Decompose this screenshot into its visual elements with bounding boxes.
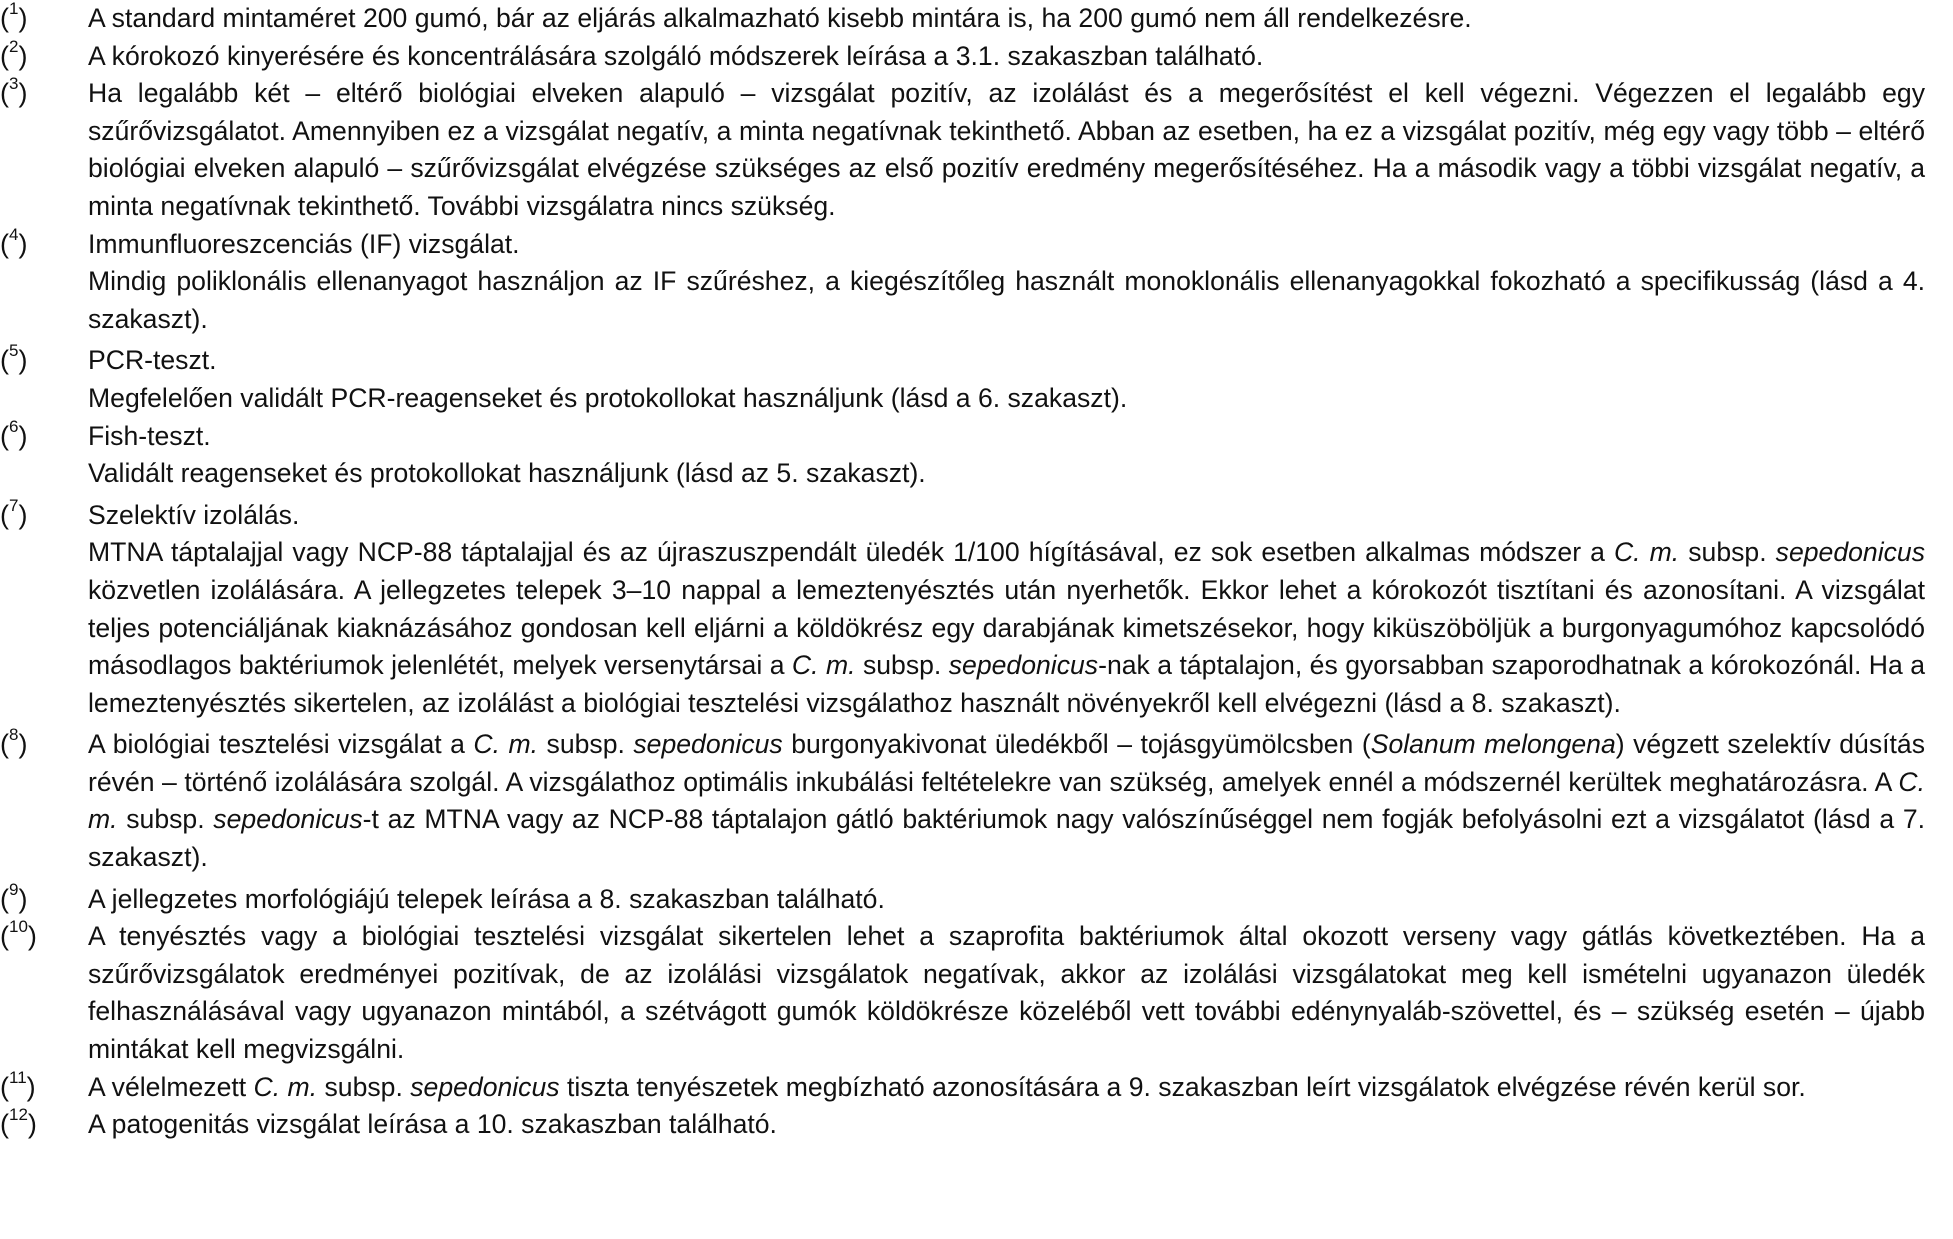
text-run: MTNA táptalajjal vagy NCP-88 táptalajjal és az újraszuszpendált üledék 1/100 hígításával, ez sok esetben alkalmas módszer a [88,537,1614,568]
italic-taxon-text: Solanum melongena [1370,729,1616,760]
footnote-number: 4 [9,224,19,244]
footnote-number: 7 [9,495,19,515]
text-run: Immunfluoreszcenciás (IF) vizsgálat. [88,228,520,259]
footnote-12 [0,1106,1953,1144]
italic-taxon-text: C. m. [253,1071,318,1102]
italic-taxon-text: C. m. [88,766,1926,835]
footnote-paragraph [88,0,1925,38]
footnote-paragraph [88,1069,1925,1107]
footnote-paragraph [88,342,1925,380]
footnote-4 [0,226,1953,339]
footnote-text [88,418,1925,493]
footnote-3 [0,75,1953,225]
footnote-number: 9 [9,879,19,899]
text-run: A patogenitás vizsgálat leírása a 10. szakaszban található. [88,1109,777,1140]
text-run: -t az MTNA vagy az NCP-88 táptalajon gátló baktériumok nagy valószínűséggel nem fogják befolyásolni ezt a vizsgálatot (lásd a 7. szakaszt). [88,804,1926,873]
footnote-marker: ($^9$) [0,879,28,914]
footnote-marker: ($^7$) [0,495,28,530]
footnote-7 [0,497,1953,723]
footnote-marker: ($^4$) [0,224,28,259]
footnote-6 [0,418,1953,493]
text-run: PCR-teszt. [88,345,217,376]
footnote-number: 6 [9,416,19,436]
footnote-marker: ($^2$) [0,36,28,71]
italic-taxon-text: sepedonicus [948,650,1099,681]
italic-taxon-text: sepedonicus [633,729,783,760]
footnote-number: 2 [9,36,19,56]
footnote-text [88,726,1925,876]
footnote-number: 10 [9,917,28,937]
footnote-5 [0,342,1953,417]
footnote-text [88,497,1925,723]
footnote-paragraph [88,918,1925,1068]
italic-taxon-text: C. m. [791,650,856,681]
italic-taxon-text: sepedonicus [1775,537,1926,568]
footnote-marker: ($^3$) [0,74,28,109]
footnote-paragraph [88,75,1925,225]
footnote-marker: ($^6$) [0,416,28,451]
footnote-paragraph [88,726,1925,876]
text-run: subsp. [855,650,949,681]
text-run: subsp. [1679,537,1776,568]
footnote-1 [0,0,1953,38]
footnote-paragraph [88,881,1925,919]
footnote-paragraph [88,226,1925,264]
footnote-marker: ($^{12}$) [0,1105,37,1140]
footnote-marker: ($^1$) [0,0,28,33]
text-run: Mindig poliklonális ellenanyagot használjon az IF szűréshez, a kiegészítőleg használt monoklonális ellenanyagokkal fokozható a specifikusság (lásd a 4. szakaszt). [88,266,1926,334]
italic-taxon-text: C. m. [473,729,539,760]
footnote-number: 8 [9,725,19,745]
text-run: Megfelelően validált PCR-reagenseket és protokollokat használjunk (lásd a 6. szakaszt). [88,382,1128,413]
text-run: A vélelmezett [88,1071,254,1102]
italic-taxon-text: sepedonicus [213,804,363,835]
footnote-text [88,342,1925,417]
footnote-paragraph [88,1106,1925,1144]
text-run: Fish-teszt. [88,420,211,451]
text-run: subsp. [117,804,214,835]
footnote-marker: ($^8$) [0,725,28,760]
footnote-text [88,226,1925,339]
footnote-paragraph [88,418,1925,456]
footnote-number: 1 [9,0,19,18]
footnote-text [88,75,1925,225]
footnote-paragraph [88,455,1925,493]
text-run: subsp. [538,729,634,760]
text-run: subsp. [317,1071,411,1102]
footnote-marker: ($^5$) [0,341,28,376]
text-run: burgonyakivonat üledékből – tojásgyümölcsben ( [782,729,1371,760]
footnote-11 [0,1069,1953,1107]
text-run: A biológiai tesztelési vizsgálat a [88,729,474,760]
footnote-marker: ($^{10}$) [0,917,37,952]
footnote-text [88,38,1925,76]
text-run: Validált reagenseket és protokollokat használjunk (lásd az 5. szakaszt). [88,458,926,489]
text-run: ) végzett szelektív dúsítás révén – történő izolálására szolgál. A vizsgálathoz optimális inkubálási feltételekre van szükség, amelyek ennél a módszernél kerültek meghatározásra. A [88,729,1926,797]
footnote-text [88,881,1925,919]
footnote-paragraph [88,534,1925,722]
footnote-paragraph [88,38,1925,76]
italic-taxon-text: C. m. [1613,537,1680,568]
italic-taxon-text: sepedonicus [410,1071,560,1102]
footnote-10 [0,918,1953,1068]
footnote-number: 11 [9,1067,27,1087]
footnote-paragraph [88,263,1925,338]
footnote-text [88,0,1925,38]
footnote-number: 12 [9,1105,28,1125]
text-run: -nak a táptalajon, és gyorsabban szaporodhatnak a kórokozónál. Ha a lemeztenyésztés sikertelen, az izolálást a biológiai tesztelési vizsgálathoz használt növényekről kell elvégezni (lásd a 8. szakaszt). [88,650,1926,718]
footnote-number: 5 [9,341,19,361]
footnote-text [88,1106,1925,1144]
text-run: Szelektív izolálás. [88,499,300,530]
text-run: tiszta tenyészetek megbízható azonosítására a 9. szakaszban leírt vizsgálatok elvégzése révén kerül sor. [559,1071,1806,1102]
footnote-text [88,918,1925,1068]
footnote-text [88,1069,1925,1107]
footnote-marker: ($^{11}$) [0,1067,36,1102]
text-run: Ha legalább két – eltérő biológiai elveken alapuló – vizsgálat pozitív, az izolálást és a megerősítést el kell végezni. Végezzen el legalább egy szűrővizsgálatot. Amennyiben ez a vizsgálat negatív, a minta negatívnak tekinthető. Abban az esetben, ha ez a vizsgálat pozitív, még egy vagy több – eltérő biológiai elveken alapuló – szűrővizsgálat elvégzése szükséges az első pozitív eredmény megerősítéséhez. Ha a második vagy a többi vizsgálat negatív, a minta negatívnak tekinthető. További vizsgálatra nincs szükség. [88,78,1926,221]
text-run: közvetlen izolálására. A jellegzetes telepek 3–10 nappal a lemeztenyésztés után nyerhetők. Ekkor lehet a kórokozót tisztítani és azonosítani. A vizsgálat teljes potenciáljának kiaknázásához gondosan kell eljárni a köldökrész egy darabjának kimetszésekor, hogy kiküszöböljük a burgonyagumóhoz kapcsolódó másodlagos baktériumok jelenlétét, melyek versenytársai a [88,574,1926,681]
text-run: A kórokozó kinyerésére és koncentrálására szolgáló módszerek leírása a 3.1. szakaszban található. [88,40,1264,71]
text-run: A jellegzetes morfológiájú telepek leírása a 8. szakaszban található. [88,883,885,914]
footnote-paragraph [88,380,1925,418]
text-run: A standard mintaméret 200 gumó, bár az eljárás alkalmazható kisebb mintára is, ha 200 gumó nem áll rendelkezésre. [88,3,1472,33]
footnote-number: 3 [9,74,19,94]
footnote-8 [0,726,1953,876]
footnote-9 [0,881,1953,919]
footnote-2 [0,38,1953,76]
text-run: A tenyésztés vagy a biológiai tesztelési vizsgálat sikertelen lehet a szaprofita baktériumok által okozott verseny vagy gátlás következtében. Ha a szűrővizsgálatok eredményei pozitívak, de az izolálási vizsgálatok negatívak, akkor az izolálási vizsgálatokat meg kell ismételni ugyanazon üledék felhasználásával vagy ugyanazon mintából, a szétvágott gumók köldökrésze közeléből vett további edénynyaláb-szövettel, és – szükség esetén – újabb mintákat kell megvizsgálni. [88,921,1926,1065]
footnote-paragraph [88,497,1925,535]
